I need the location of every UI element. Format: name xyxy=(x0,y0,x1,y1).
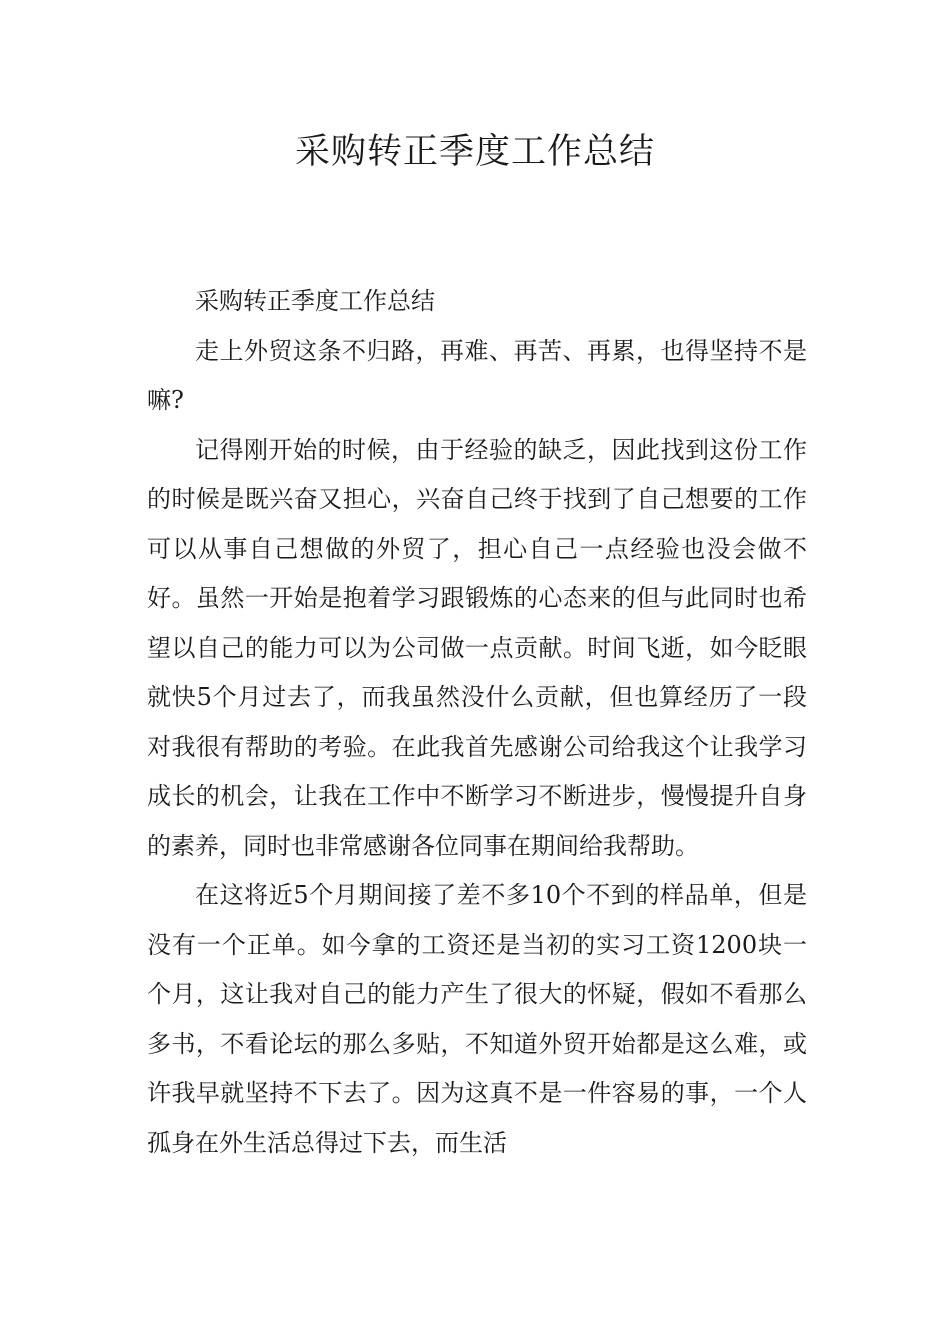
paragraph-2: 记得刚开始的时候，由于经验的缺乏，因此找到这份工作的时候是既兴奋又担心，兴奋自己终于找到了自己想要的工作可以从事自己想做的外贸了，担心自己一点经验也没会做不好。虽然一开始是抱着学习跟锻炼的心态来的但与此同时也希望以自己的能力可以为公司做一点贡献。时间飞逝，如今眨眼就快5个月过去了，而我虽然没什么贡献，但也算经历了一段对我很有帮助的考验。在此我首先感谢公司给我这个让我学习成长的机会，让我在工作中不断学习不断进步，慢慢提升自身的素养，同时也非常感谢各位同事在期间给我帮助。 xyxy=(147,435,807,860)
paragraph-1: 走上外贸这条不归路，再难、再苦、再累，也得坚持不是嘛? xyxy=(147,336,807,414)
document-body xyxy=(147,277,807,1168)
paragraph-subtitle: 采购转正季度工作总结 xyxy=(195,287,435,315)
paragraph-3: 在这将近5个月期间接了差不多10个不到的样品单，但是没有一个正单。如今拿的工资还是当初的实习工资1200块一个月，这让我对自己的能力产生了很大的怀疑，假如不看那么多书，不看论坛的那么多贴，不知道外贸开始都是这么难，或许我早就坚持不下去了。因为这真不是一件容易的事，一个人孤身在外生活总得过下去，而生活 xyxy=(147,881,807,1157)
document-title: 采购转正季度工作总结 xyxy=(294,132,655,172)
